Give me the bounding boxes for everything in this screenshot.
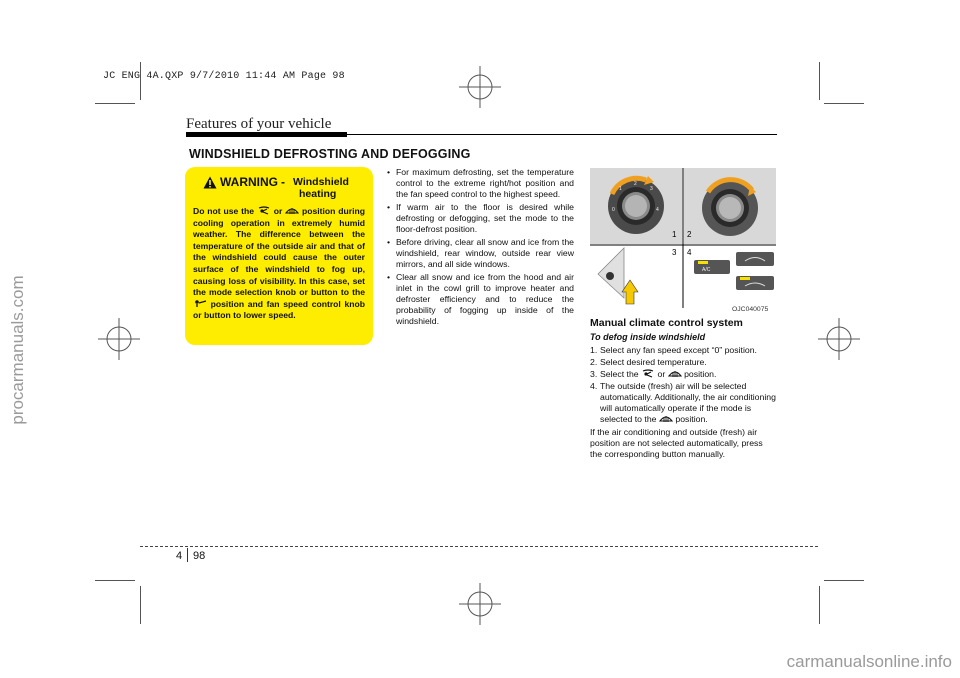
step-text: position. [675, 414, 708, 424]
warning-header [193, 174, 365, 206]
step-number: 2. [590, 357, 598, 367]
subsection-heading: Manual climate control system [590, 317, 743, 329]
warning-topic [293, 176, 363, 200]
page-number: 98 [193, 550, 206, 562]
list-item: • Clear all snow and ice from the hood and air inlet in the cowl grill to improve heater and defroster efficiency and to reduce the probability of fogging up inside of the windshield. [386, 272, 574, 327]
figure-label: 3 [672, 248, 677, 257]
crop-mark [824, 103, 864, 104]
list-item [590, 369, 776, 380]
list-item [590, 345, 776, 356]
warning-triangle-icon [203, 176, 217, 189]
step-text: Select any fan speed except “0” position. [600, 345, 757, 355]
temperature-knob [684, 168, 776, 244]
crop-mark [819, 62, 820, 100]
list-item [590, 357, 776, 368]
registration-target [459, 583, 501, 625]
section-title-rule [347, 134, 777, 135]
registration-target [818, 318, 860, 360]
svg-text:1: 1 [619, 186, 622, 192]
warning-label: WARNING [220, 175, 278, 189]
warning-dash: - [281, 175, 285, 189]
floor-defrost-mode-icon [257, 206, 271, 215]
figure-code: OJC040075 [732, 306, 769, 313]
crop-mark [824, 580, 864, 581]
ac-button-label: A/C [702, 267, 711, 273]
step-number: 3. [590, 369, 598, 379]
step-text: The outside (fresh) air will be selected automatically. Additionally, the air conditioning will automatically operate if the mode is selected to the [600, 381, 776, 424]
page-heading: WINDSHIELD DEFROSTING AND DEFOGGING [189, 147, 471, 161]
svg-text:2: 2 [634, 181, 637, 187]
list-item [590, 381, 776, 425]
chapter-number: 4 [176, 550, 183, 562]
print-slug: JC ENG 4A.QXP 9/7/2010 11:44 AM Page 98 [103, 71, 345, 82]
face-mode-icon [193, 299, 207, 308]
watermark-left: procarmanuals.com [8, 275, 27, 425]
step-number: 4. [590, 381, 598, 391]
step-text: position. [684, 369, 717, 379]
defrost-mode-icon [668, 369, 682, 378]
warning-box [185, 167, 373, 345]
floor-defrost-mode-icon [641, 369, 655, 378]
warning-body [193, 206, 365, 322]
page-number-separator [187, 548, 188, 562]
warning-topic-line2: heating [299, 188, 337, 200]
warning-text: position and fan speed control knob or button to lower speed. [193, 298, 365, 321]
fan-speed-knob [590, 168, 682, 244]
procedure-heading: To defog inside windshield [590, 332, 706, 342]
section-title: Features of your vehicle [186, 116, 332, 132]
climate-control-figure [590, 168, 776, 308]
note-paragraph: If the air conditioning and outside (fresh) air position are not selected automatically, press the corresponding button manually. [590, 427, 763, 459]
step-text: Select the [600, 369, 639, 379]
warning-text: Do not use the [193, 206, 255, 216]
crop-mark [95, 103, 135, 104]
warning-text: position during cooling operation in extremely humid weather. The difference between the temperature of the outside air and that of the windshield could cause the outer surface of the windshield to fog up, causing loss of visibility. In this case, set the mode selection knob or button to the [193, 206, 365, 298]
defrost-mode-icon [285, 206, 299, 215]
defrost-mode-icon [659, 414, 673, 423]
step-text: Select desired temperature. [600, 357, 707, 367]
right-column [590, 318, 776, 460]
figure-label: 4 [687, 248, 692, 257]
figure-label: 2 [687, 230, 692, 239]
svg-text:0: 0 [612, 207, 615, 213]
section-title-bar [186, 132, 347, 137]
ac-button-panel [684, 246, 776, 308]
step-number: 1. [590, 345, 598, 355]
warning-topic-line1: Windshield [293, 176, 349, 188]
svg-text:4: 4 [656, 207, 659, 213]
figure-label: 1 [672, 230, 677, 239]
registration-target [459, 66, 501, 108]
list-item: • For maximum defrosting, set the temperature control to the extreme right/hot position and the fan speed control to the highest speed. [386, 167, 574, 200]
middle-column [386, 167, 574, 329]
crop-mark [95, 580, 135, 581]
defrost-button-panel [590, 246, 682, 308]
step-text: or [657, 369, 666, 379]
footer-rule [140, 546, 818, 547]
registration-target [98, 318, 140, 360]
list-item: • Before driving, clear all snow and ice from the windshield, rear window, outside rear view mirrors, and all side windows. [386, 237, 574, 270]
crop-mark [140, 586, 141, 624]
warning-text: or [273, 206, 283, 216]
svg-text:3: 3 [650, 186, 653, 192]
watermark-bottom: carmanualsonline.info [786, 652, 952, 671]
crop-mark [819, 586, 820, 624]
list-item: • If warm air to the floor is desired while defrosting or defogging, set the mode to the floor-defrost position. [386, 202, 574, 235]
